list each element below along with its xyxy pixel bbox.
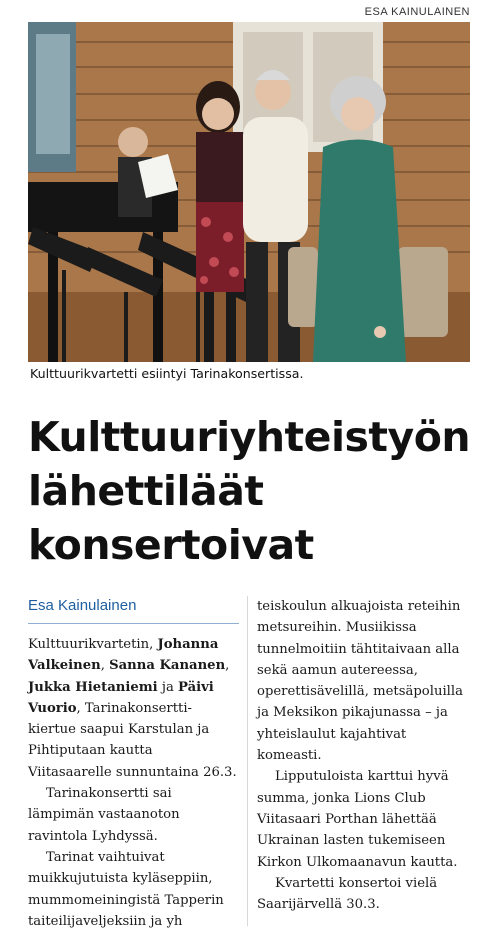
paragraph-5: Kvartetti konsertoi vielä Saarijärvellä 30.3. bbox=[257, 875, 438, 913]
paragraph-3-continued: teiskoulun alkuajoista reteihin metsureihin. Musiikissa tunnelmoitiin tähtitaivaan alla sekä aamun autereessa, operettisävelillä, metsäpoluilla ja Meksikon pikajunassa – ja yhteislaulut kajahtivat komeasti. bbox=[257, 599, 463, 764]
article-photo bbox=[28, 22, 470, 362]
headline-line-3: konsertoivat bbox=[28, 521, 314, 569]
article-body-left bbox=[28, 634, 239, 932]
byline-rule bbox=[28, 623, 239, 624]
performer-name: Johanna Valkeinen bbox=[28, 637, 219, 674]
performer-name: Päivi Vuorio bbox=[28, 679, 214, 716]
performer-name: Jukka Hietaniemi bbox=[28, 679, 158, 695]
separator: , bbox=[225, 658, 230, 674]
separator: ja bbox=[157, 679, 179, 695]
headline bbox=[28, 410, 471, 572]
paragraph-1 bbox=[28, 634, 239, 783]
article-column-left bbox=[28, 596, 239, 932]
separator: , bbox=[100, 658, 110, 674]
headline-line-1: Kulttuuriyhteistyön bbox=[28, 413, 471, 461]
photo-credit: ESA KAINULAINEN bbox=[364, 6, 470, 18]
headline-line-2: lähettiläät bbox=[28, 467, 264, 515]
paragraph-1-lead: Kulttuurikvartetin, bbox=[28, 637, 158, 652]
photo-caption: Kulttuurikvartetti esiintyi Tarinakonsertissa. bbox=[30, 366, 304, 381]
byline: Esa Kainulainen bbox=[28, 597, 137, 614]
paragraph-1-rest: , Tarinakonsertti-kiertue saapui Karstulan ja Pihtiputaan kautta Viitasaarelle sunnuntaina 26.3. bbox=[28, 700, 237, 780]
paragraph-4: Lipputuloista karttui hyvä summa, jonka Lions Club Viitasaari Porthan lähettää Ukrainan lasten tukemiseen Kirkon Ulkomaanavun kautta. bbox=[257, 769, 458, 870]
column-divider bbox=[247, 596, 248, 926]
article-column-right bbox=[257, 596, 468, 915]
paragraph-2: Tarinakonsertti sai lämpimän vastaanoton ravintola Lyhdyssä. bbox=[28, 786, 180, 844]
paragraph-3: Tarinat vaihtuivat muikkujutuista kyläseppiin, mummomeiningistä Tapperin taiteilijaveljeksiin ja yh bbox=[28, 849, 224, 929]
article-body-right bbox=[257, 596, 468, 915]
performer-name: Sanna Kananen bbox=[109, 658, 226, 674]
